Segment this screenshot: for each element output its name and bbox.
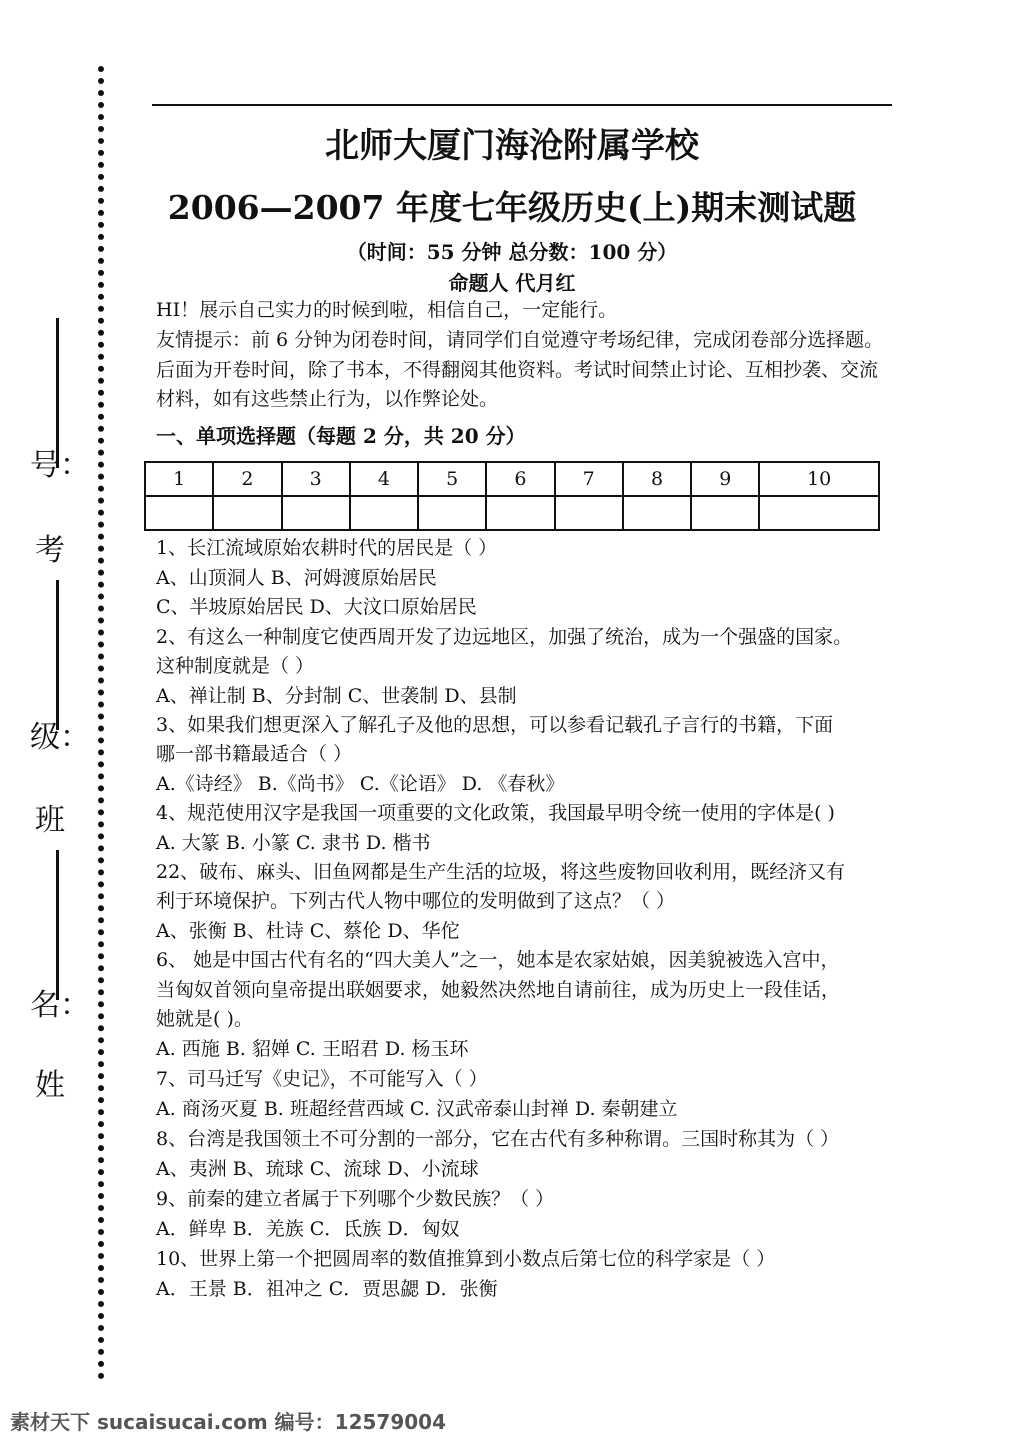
question-line: A、夷洲 B、琉球 C、流球 D、小流球 bbox=[156, 1158, 479, 1180]
answer-cell[interactable] bbox=[282, 496, 350, 530]
exam-title: 2006—2007 年度七年级历史(上)期末测试题 bbox=[167, 188, 857, 227]
answer-col-header: 10 bbox=[759, 462, 879, 496]
answer-col-header: 1 bbox=[145, 462, 213, 496]
exam-no-label: 号： bbox=[30, 448, 90, 483]
section-title: 一、单项选择题（每题 2 分，共 20 分） bbox=[156, 424, 526, 448]
question-line: 当匈奴首领向皇帝提出联姻要求，她毅然决然地自请前往，成为历史上一段佳话， bbox=[156, 979, 841, 1001]
answer-col-header: 7 bbox=[555, 462, 623, 496]
school-title: 北师大厦门海沧附属学校 bbox=[325, 126, 699, 166]
question-line: A、张衡 B、杜诗 C、蔡伦 D、华佗 bbox=[156, 920, 460, 942]
question-line: A. 大篆 B. 小篆 C. 隶书 D. 楷书 bbox=[156, 832, 431, 854]
answer-cell[interactable] bbox=[555, 496, 623, 530]
answer-col-header: 4 bbox=[350, 462, 418, 496]
answer-cell[interactable] bbox=[691, 496, 759, 530]
answer-col-header: 9 bbox=[691, 462, 759, 496]
question-line: 9、前秦的建立者属于下列哪个少数民族？（ ） bbox=[156, 1188, 555, 1210]
exam-no-label-char: 考 bbox=[35, 533, 65, 568]
answer-cell[interactable] bbox=[759, 496, 879, 530]
answer-table-header-row bbox=[145, 462, 879, 496]
question-line: 6、 她是中国古代有名的“四大美人”之一，她本是农家姑娘，因美貌被选入宫中， bbox=[156, 949, 840, 971]
question-line: A、山顶洞人 B、河姆渡原始居民 bbox=[156, 567, 437, 589]
answer-col-header: 8 bbox=[623, 462, 691, 496]
watermark-text: 素材天下 sucaisucai.com 编号：12579004 bbox=[10, 1410, 446, 1434]
question-line: 哪一部书籍最适合（ ） bbox=[156, 743, 353, 765]
answer-cell[interactable] bbox=[350, 496, 418, 530]
question-line: 这种制度就是（ ） bbox=[156, 655, 315, 677]
answer-col-header: 3 bbox=[282, 462, 350, 496]
question-line: 8、台湾是我国领土不可分割的一部分，它在古代有多种称谓。三国时称其为（ ） bbox=[156, 1128, 840, 1150]
question-line: 10、世界上第一个把圆周率的数值推算到小数点后第七位的科学家是（ ） bbox=[156, 1248, 776, 1270]
answer-col-header: 6 bbox=[486, 462, 554, 496]
question-line: C、半坡原始居民 D、大汶口原始居民 bbox=[156, 596, 477, 618]
question-line: 她就是( )。 bbox=[156, 1008, 253, 1030]
class-label-char: 班 bbox=[35, 803, 65, 838]
question-line: 22、破布、麻头、旧鱼网都是生产生活的垃圾，将这些废物回收利用，既经济又有 bbox=[156, 861, 846, 883]
question-line: A.《诗经》 B.《尚书》 C.《论语》 D. 《春秋》 bbox=[156, 773, 565, 795]
time-info: （时间：55 分钟 总分数：100 分） bbox=[346, 240, 678, 264]
class-label: 级： bbox=[30, 720, 90, 755]
answer-cell[interactable] bbox=[486, 496, 554, 530]
answer-table bbox=[144, 461, 880, 531]
answer-col-header: 5 bbox=[418, 462, 486, 496]
greeting: HI！展示自己实力的时候到啦，相信自己，一定能行。 bbox=[156, 299, 618, 321]
question-line: A．鲜卑 B．羌族 C．氐族 D．匈奴 bbox=[156, 1218, 460, 1240]
question-line: 7、司马迁写《史记》，不可能写入（ ） bbox=[156, 1068, 488, 1090]
question-line: A. 商汤灭夏 B. 班超经营西域 C. 汉武帝泰山封禅 D. 秦朝建立 bbox=[156, 1098, 678, 1120]
watermark-bar bbox=[0, 1398, 1024, 1442]
question-line: 利于环境保护。下列古代人物中哪位的发明做到了这点？（ ） bbox=[156, 890, 676, 912]
question-line: 2、有这么一种制度它使西周开发了边远地区，加强了统治，成为一个强盛的国家。 bbox=[156, 626, 853, 648]
author: 命题人 代月红 bbox=[448, 271, 576, 295]
name-label-char: 姓 bbox=[35, 1068, 65, 1103]
answer-cell[interactable] bbox=[213, 496, 281, 530]
answer-cell[interactable] bbox=[623, 496, 691, 530]
question-line: A．王景 B．祖冲之 C．贾思勰 D．张衡 bbox=[156, 1278, 498, 1300]
question-line: 3、如果我们想更深入了解孔子及他的思想，可以参看记载孔子言行的书籍，下面 bbox=[156, 714, 834, 736]
answer-col-header: 2 bbox=[213, 462, 281, 496]
answer-cell[interactable] bbox=[145, 496, 213, 530]
question-line: A、禅让制 B、分封制 C、世袭制 D、县制 bbox=[156, 685, 517, 707]
answer-row bbox=[145, 496, 879, 530]
tip: 友情提示：前 6 分钟为闭卷时间，请同学们自觉遵守考场纪律，完成闭卷部分选择题。后面为开卷时间，除了书本，不得翻阅其他资料。考试时间禁止讨论、互相抄袭、交流材料，如有这些禁止行为，以作弊论处。 bbox=[156, 329, 884, 410]
question-line: 4、规范使用汉字是我国一项重要的文化政策，我国最早明令统一使用的字体是( ) bbox=[156, 802, 835, 824]
class-line bbox=[56, 580, 59, 730]
name-label: 名： bbox=[30, 988, 90, 1023]
top-rule bbox=[152, 104, 892, 106]
answer-cell[interactable] bbox=[418, 496, 486, 530]
question-line: 1、长江流域原始农耕时代的居民是（ ） bbox=[156, 537, 498, 559]
question-line: A. 西施 B. 貂婵 C. 王昭君 D. 杨玉环 bbox=[156, 1038, 469, 1060]
name-line bbox=[56, 850, 59, 1000]
